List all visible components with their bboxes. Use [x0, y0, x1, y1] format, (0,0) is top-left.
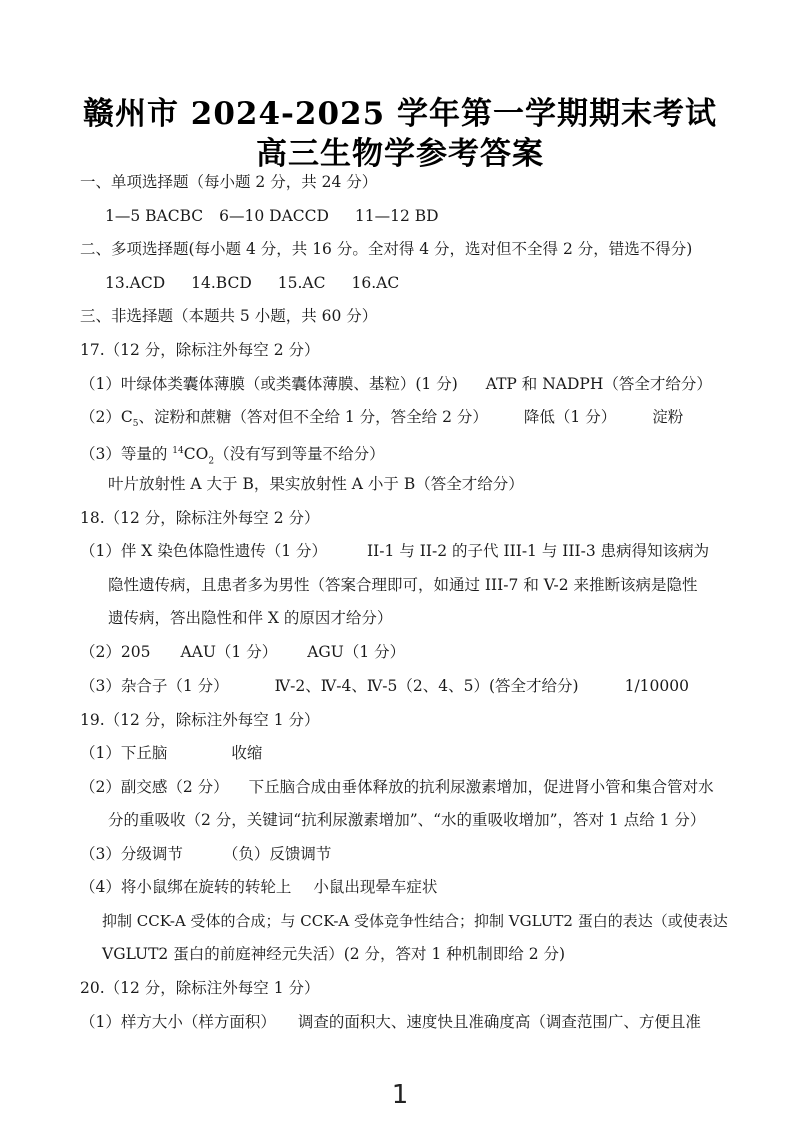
answer-13: 13.ACD — [105, 274, 166, 292]
section1-answers — [105, 206, 439, 226]
answer-16: 16.AC — [351, 274, 400, 292]
exam-subtitle: 高三生物学参考答案 — [256, 136, 544, 172]
q17-answer-1: （1）叶绿体类囊体薄膜（或类囊体薄膜、基粒）(1 分) ATP 和 NADPH（答全才给分） — [80, 375, 712, 393]
exam-title: 赣州市 2024-2025 学年第一学期期末考试 — [82, 96, 717, 132]
q17-answer-3-line2: 叶片放射性 A 大于 B，果实放射性 A 小于 B（答全才给分） — [108, 475, 524, 493]
q18-answer-1-line3: 遗传病，答出隐性和伴 X 的原因才给分） — [108, 609, 393, 627]
q20-answer-1: （1）样方大小（样方面积） 调查的面积大、速度快且准确度高（调查范围广、方便且准 — [80, 1013, 701, 1031]
q18-answer-1-line2: 隐性遗传病，且患者多为男性（答案合理即可，如通过 III-7 和 V-2 来推断该病是隐性 — [108, 576, 698, 594]
q18-answer-3: （3）杂合子（1 分） Ⅳ-2、Ⅳ-4、Ⅳ-5（2、4、5）(答全才给分) 1/10000 — [80, 677, 689, 695]
q18-header: 18.（12 分，除标注外每空 2 分） — [80, 509, 320, 527]
q17-header: 17.（12 分，除标注外每空 2 分） — [80, 341, 320, 359]
q17-answer-2: $(2)C_5$、淀粉和蔗糖（答对但不全给 1 分，答全给 2 分） 降低（1 分） 淀粉 — [80, 408, 684, 430]
q19-answer-4-line3: VGLUT2 蛋白的前庭神经元失活）(2 分，答对 1 种机制即给 2 分) — [102, 945, 566, 963]
answer-15: 15.AC — [277, 274, 326, 292]
answer-14: 14.BCD — [191, 274, 252, 292]
q19-answer-3: （3）分级调节 （负）反馈调节 — [80, 845, 332, 863]
q19-answer-2-line2: 分的重吸收（2 分，关键词“抗利尿激素增加”、“水的重吸收增加”，答对 1 点给 1 分） — [108, 811, 706, 829]
page-number: 1 — [391, 1080, 409, 1110]
q19-answer-2: （2）副交感（2 分） 下丘脑合成由垂体释放的抗利尿激素增加，促进肾小管和集合管对水 — [80, 778, 714, 796]
section2-answers — [105, 273, 399, 293]
answers-11-12: 11—12 BD — [354, 207, 439, 225]
q19-header: 19.（12 分，除标注外每空 1 分） — [80, 711, 320, 729]
answers-6-10: 6—10 DACCD — [219, 207, 329, 225]
q19-answer-4-line2: 抑制 CCK-A 受体的合成；与 CCK-A 受体竞争性结合；抑制 VGLUT2 蛋白的表达（或使表达 — [102, 912, 728, 930]
q19-answer-1: （1）下丘脑 收缩 — [80, 744, 263, 762]
q18-answer-2: （2）205 AAU（1 分） AGU（1 分） — [80, 643, 406, 661]
section3-heading: 三、非选择题（本题共 5 小题，共 60 分） — [80, 307, 378, 325]
answers-1-5: 1—5 BACBC — [105, 207, 204, 225]
section2-heading: 二、多项选择题(每小题 4 分，共 16 分。全对得 4 分，选对但不全得 2 分，错选不得分) — [80, 240, 693, 258]
q17-answer-3: （3）等量的 $^{14}CO_2$（没有写到等量不给分） — [80, 445, 385, 467]
q20-header: 20.（12 分，除标注外每空 1 分） — [80, 979, 320, 997]
section1-heading: 一、单项选择题（每小题 2 分，共 24 分） — [80, 173, 378, 191]
q19-answer-4: （4）将小鼠绑在旋转的转轮上 小鼠出现晕车症状 — [80, 878, 438, 896]
q18-answer-1: （1）伴 X 染色体隐性遗传（1 分） II-1 与 II-2 的子代 III-1 与 III-3 患病得知该病为 — [80, 542, 710, 560]
